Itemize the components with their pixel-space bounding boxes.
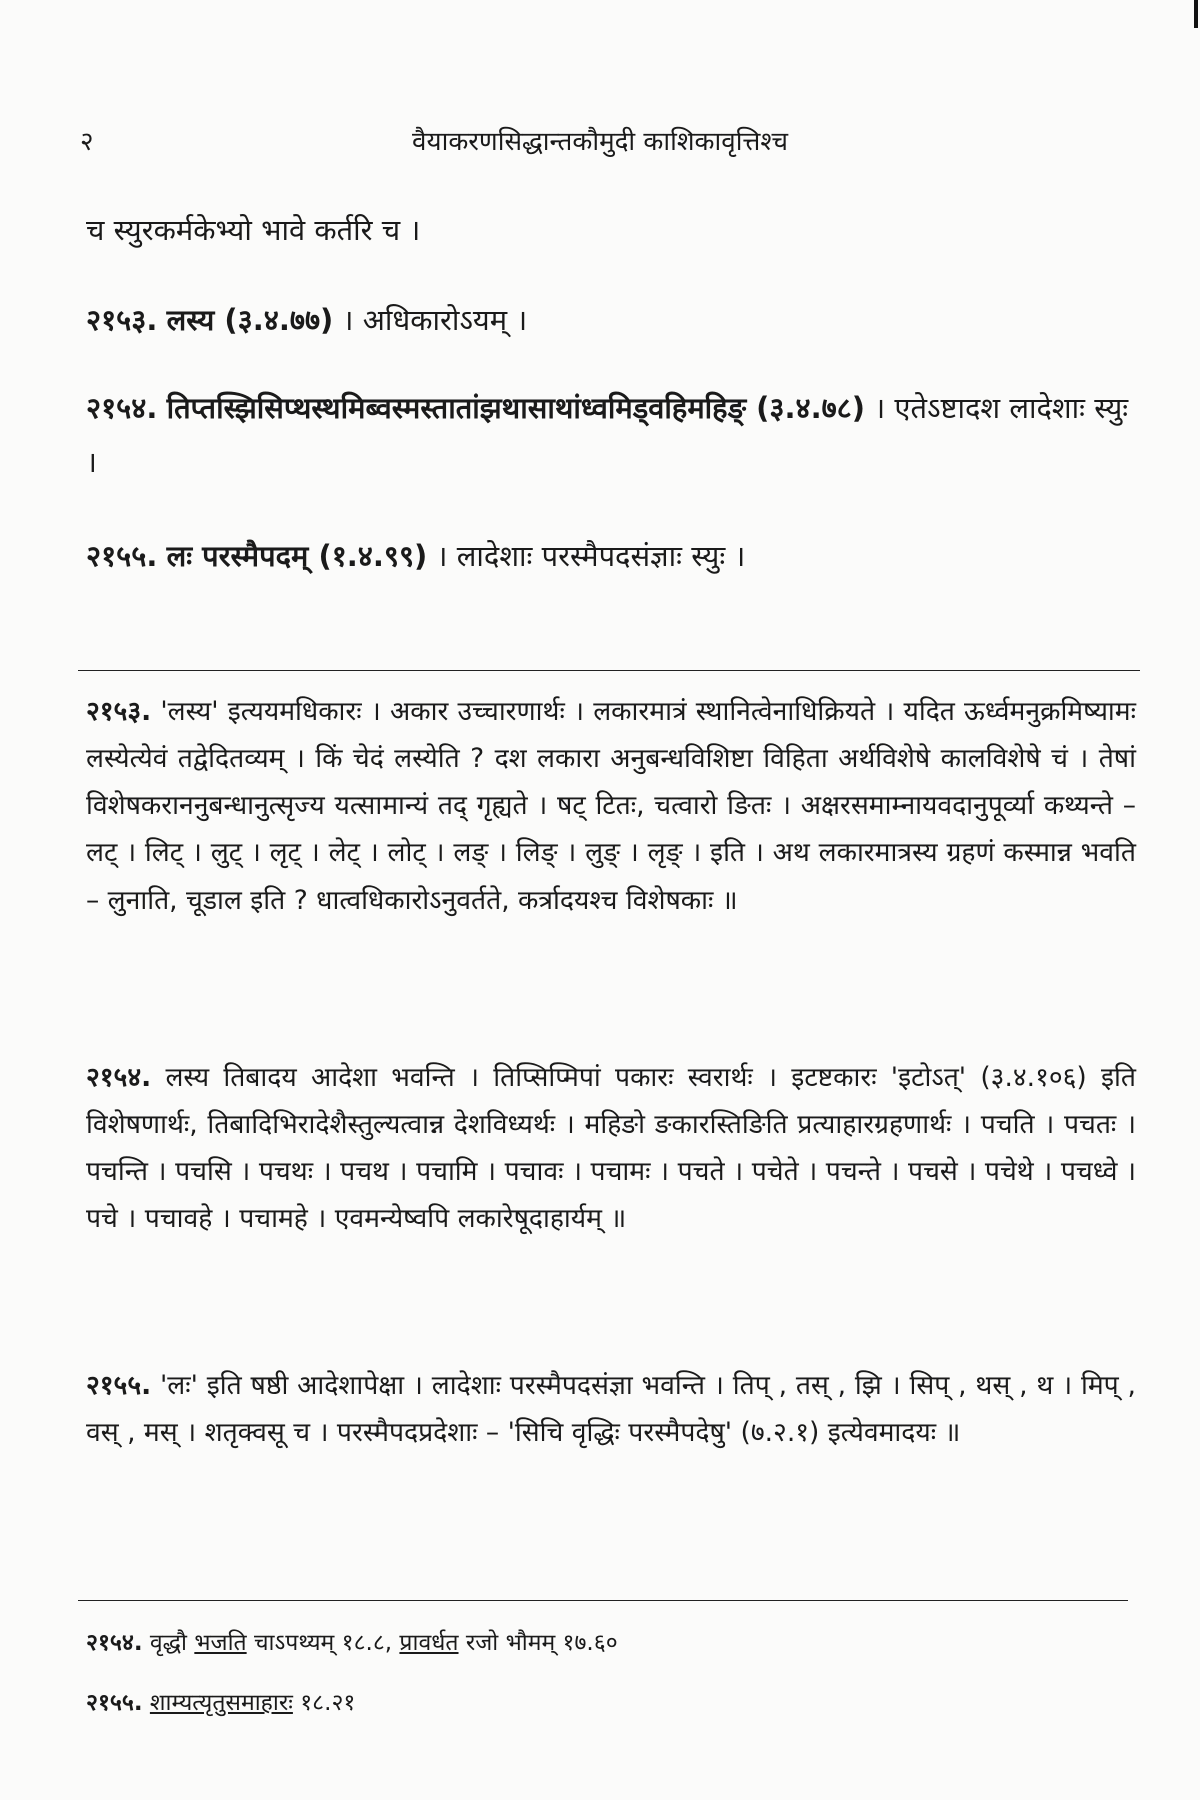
sutra-rule: लस्य (३.४.७७) xyxy=(166,303,334,337)
sutra-gloss: । एतेऽष्टादश लादेशाः स्युः । xyxy=(86,391,1129,479)
sutra-rule: तिप्तस्झिसिप्थस्थमिब्वस्मस्तातांझथासाथांध्वमिड्वहिमहिङ् (३.४.७८) xyxy=(166,391,865,425)
footnote-text: वृद्धौ xyxy=(149,1630,188,1656)
sutra-2155 xyxy=(86,530,1136,584)
sutra-gloss: । लादेशाः परस्मैपदसंज्ञाः स्युः । xyxy=(436,539,746,573)
footnote-number: २१५५. xyxy=(86,1690,143,1716)
footnote-underlined-word: प्रावर्धत xyxy=(399,1630,459,1656)
footnote-text: १८.२१ xyxy=(300,1690,356,1716)
running-title: वैयाकरणसिद्धान्तकौमुदी काशिकावृत्तिश्च xyxy=(412,127,788,157)
footnote-text: रजो भौमम् १७.६० xyxy=(465,1630,618,1656)
sutra-2153 xyxy=(86,294,1136,348)
running-header xyxy=(80,122,1120,162)
sutra-rule: लः परस्मैपदम् (१.४.९९) xyxy=(166,539,428,573)
commentary-number: २१५४. xyxy=(86,1062,152,1093)
sutra-gloss: । अधिकारोऽयम् । xyxy=(342,303,528,337)
footnote-2155 xyxy=(86,1682,1136,1725)
footnote-underlined-word: शाम्यत्यृतुसमाहारः xyxy=(149,1690,293,1716)
commentary-2155 xyxy=(86,1362,1136,1456)
section-divider xyxy=(78,670,1140,671)
commentary-2153 xyxy=(86,688,1136,924)
page-number: २ xyxy=(80,127,94,157)
footnote-text: चाऽपथ्यम् १८.८, xyxy=(253,1630,393,1656)
commentary-text: 'लः' इति षष्ठी आदेशापेक्षा । लादेशाः परस्मैपदसंज्ञा भवन्ति । तिप् , तस् , झि । सिप् , थस् , थ । मिप् , वस् , मस् । शतृक्वसू च । परस्मैपदप्रदेशाः – 'सिचि वृद्धिः परस्मैपदेषु' (७.२.१) इत्येवमादयः ॥ xyxy=(86,1370,1136,1449)
footnote-underlined-word: भजति xyxy=(194,1630,247,1656)
sutra-number: २१५५. xyxy=(86,539,158,573)
footnote-divider xyxy=(78,1600,1128,1601)
page-edge-mark xyxy=(1194,0,1198,28)
sutra-intro-line: च स्युरकर्मकेभ्यो भावे कर्तरि च । xyxy=(86,213,421,247)
commentary-number: २१५३. xyxy=(86,696,152,727)
sutra-number: २१५३. xyxy=(86,303,158,337)
footnote-2154 xyxy=(86,1622,1136,1665)
commentary-text: लस्य तिबादय आदेशा भवन्ति । तिप्सिप्मिपां पकारः स्वरार्थः । इटष्टकारः 'इटोऽत्' (३.४.१०६) इति विशेषणार्थः, तिबादिभिरादेशैस्तुल्यत्वान्न देशविध्यर्थः । महिङो ङकारस्तिङिति प्रत्याहारग्रहणार्थः । पचति । पचतः । पचन्ति । पचसि । पचथः । पचथ । पचामि । पचावः । पचामः । पचते । पचेते । पचन्ते । पचसे । पचेथे । पचध्वे । पचे । पचावहे । पचामहे । एवमन्येष्वपि लकारेषूदाहार्यम् ॥ xyxy=(86,1062,1136,1235)
commentary-number: २१५५. xyxy=(86,1370,152,1401)
sutra-number: २१५४. xyxy=(86,391,158,425)
footnote-number: २१५४. xyxy=(86,1630,143,1656)
sutra-2154 xyxy=(86,382,1136,489)
commentary-text: 'लस्य' इत्ययमधिकारः । अकार उच्चारणार्थः । लकारमात्रं स्थानित्वेनाधिक्रियते । यदित ऊर्ध्वमनुक्रमिष्यामः लस्येत्येवं तद्वेदितव्यम् । किं चेदं लस्येति ? दश लकारा अनुबन्धविशिष्टा विहिता अर्थविशेषे कालविशेषे चं । तेषां विशेषकराननुबन्धानुत्सृज्य यत्सामान्यं तद् गृह्यते । षट् टितः, चत्वारो ङितः । अक्षरसमाम्नायवदानुपूर्व्या कथ्यन्ते – लट् । लिट् । लुट् । लृट् । लेट् । लोट् । लङ् । लिङ् । लुङ् । लृङ् । इति । अथ लकारमात्रस्य ग्रहणं कस्मान्न भवति – लुनाति, चूडाल इति ? धात्वधिकारोऽनुवर्तते, कर्त्रादयश्च विशेषकाः ॥ xyxy=(86,696,1136,916)
commentary-2154 xyxy=(86,1054,1136,1243)
